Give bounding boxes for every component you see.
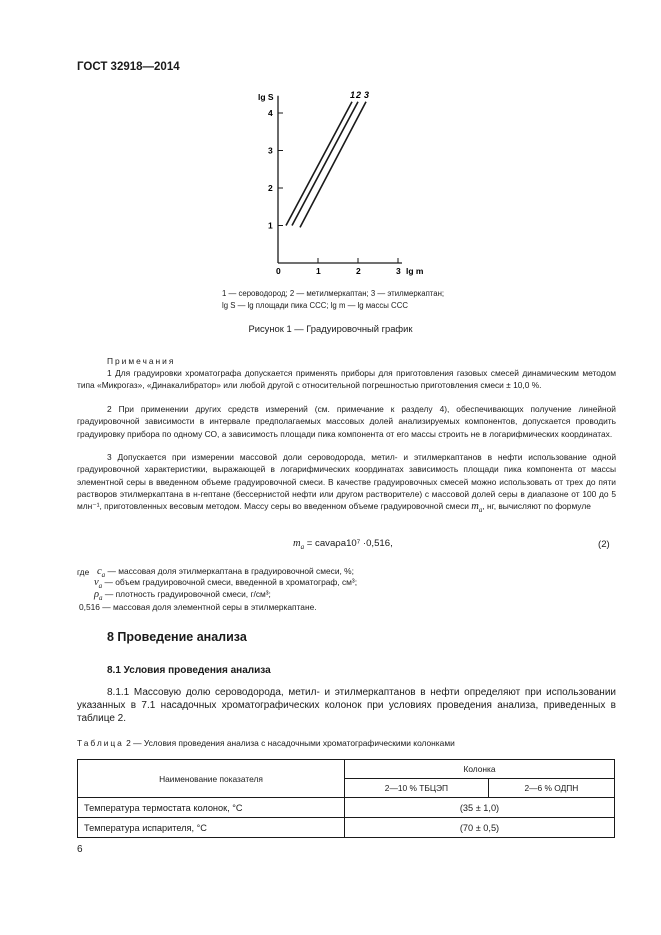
where-v: $v_а$ — объем градуировочной смеси, введенной в хроматограф, см³; — [94, 577, 358, 591]
section-8-1-1-para: 8.1.1 Массовую долю сероводорода, метил- и этилмеркаптанов в нефти определяют при использовании указанных в 7.1 насадочных хроматографических колонок при условиях проведения анализа, приведенных в таблице 2. — [77, 687, 616, 724]
table-2 — [77, 759, 615, 838]
where-c-desc: — массовая доля этилмеркаптана в градуировочной смеси, %; — [107, 566, 354, 576]
table-header-column: Колонка — [345, 760, 615, 779]
section-8-1-title: 8.1 Условия проведения анализа — [107, 665, 271, 676]
table-row-value: (35 ± 1,0) — [345, 798, 615, 818]
series-label-3: 3 — [364, 89, 370, 100]
y-tick-label: 4 — [268, 108, 273, 118]
table-2-label: Таблица — [77, 738, 124, 748]
formula: $m_а$ = cаvаρа10⁷ ·0,516, — [293, 538, 393, 552]
y-tick-label: 3 — [268, 145, 273, 156]
where-c: $c_а$ — массовая доля этилмеркаптана в градуировочной смеси, %; — [97, 566, 354, 580]
y-axis-label: lg S — [258, 92, 274, 102]
where-k-desc: — массовая доля элементной серы в этилмеркаптане. — [102, 602, 317, 612]
y-tick-label: 2 — [268, 183, 273, 193]
table-2-caption — [77, 738, 455, 748]
where-k-term: 0,516 — [79, 602, 100, 612]
figure-legend-line-2: lg S — lg площади пика ССС; lg m — lg массы ССС — [222, 301, 408, 310]
x-tick-label: 3 — [396, 266, 401, 276]
where-v-desc: — объем градуировочной смеси, введенной в хроматограф, см³; — [104, 577, 358, 587]
where-prefix: где — [77, 567, 90, 577]
y-tick-label: 1 — [268, 220, 273, 231]
table-header-col-b: 2—6 % ОДПН — [488, 779, 614, 798]
table-row-name: Температура испарителя, °С — [78, 818, 345, 838]
table-header-col-a: 2—10 % ТБЦЭП — [345, 779, 489, 798]
calibration-chart — [250, 88, 440, 278]
chart-axes — [278, 96, 402, 263]
page-number: 6 — [77, 844, 83, 855]
symbol-m-a: $m_а$ — [471, 501, 483, 515]
x-tick-label: 0 — [276, 266, 281, 276]
series-line-1 — [286, 102, 352, 226]
note-3-text: 3 Допускается при измерении массовой доли сероводорода, метил- и этилмеркаптанов в нефти использование одной градуировочной характеристики, выражающей в логарифмических координатах зависимость площади пика компонента от массы элементной серы в введенном объеме градуировочной смеси. В качестве градуировочных смесей можно использовать от трех до пяти растворов этилмеркаптана в н-гептане (бессернистой нефти или другом растворителе) с массовой долей серы в диапазоне от 100 до 5 млн⁻¹, приготовленных весовым методом. Массу серы во введенном объеме градуировочной смеси — [77, 452, 616, 512]
note-2: 2 При применении других средств измерений (см. примечание к разделу 4), обеспечивающих получение линейной градуировочной зависимости в интервале предполагаемых массовых долей анализируемых компонентов, допускается проводить градуировку прибора по одному СО, а зависимость площади пика компонента от его массы строить не в логарифмических координатах. — [77, 404, 616, 439]
table-row-name: Температура термостата колонок, °С — [78, 798, 345, 818]
note-3-tail: , нг, вычисляют по формуле — [482, 501, 591, 512]
table-2-caption-text: 2 — Условия проведения анализа с насадочными хроматографическими колонками — [126, 738, 455, 748]
document-header: ГОСТ 32918—2014 — [77, 61, 180, 73]
where-rho-desc: — плотность градуировочной смеси, г/см³; — [104, 589, 271, 599]
series-line-2 — [292, 102, 358, 226]
formula-number: (2) — [598, 539, 610, 550]
formula-text: = cаvаρа10⁷ ·0,516, — [306, 538, 393, 549]
series-label-2: 2 — [356, 89, 362, 100]
series-label-1: 1 — [350, 89, 356, 100]
table-row-value: (70 ± 0,5) — [345, 818, 615, 838]
x-axis-label: lg m — [406, 266, 424, 276]
note-3 — [77, 451, 616, 517]
section-8-title: 8 Проведение анализа — [107, 630, 247, 644]
table-row — [78, 818, 615, 838]
chart-series — [286, 90, 369, 228]
x-tick-label: 1 — [316, 266, 321, 276]
table-row — [78, 798, 615, 818]
figure-caption: Рисунок 1 — Градуировочный график — [248, 323, 413, 334]
notes-title: Примечания — [107, 356, 176, 366]
table-header-param: Наименование показателя — [78, 760, 345, 798]
figure-legend-line-1: 1 — сероводород; 2 — метилмеркаптан; 3 — этилмеркаптан; — [222, 289, 445, 298]
where-k — [79, 602, 317, 612]
x-tick-label: 2 — [356, 266, 361, 276]
where-rho: $\rho_а$ — плотность градуировочной смеси, г/см³; — [94, 589, 271, 603]
note-1: 1 Для градуировки хроматографа допускается применять приборы для приготовления газовых смесей динамическим методом типа «Микрогаз», «Динакалибратор» или любой другой с относительной погрешностью приготовления смеси ± 10,0 %. — [77, 368, 616, 391]
series-line-3 — [300, 102, 366, 228]
